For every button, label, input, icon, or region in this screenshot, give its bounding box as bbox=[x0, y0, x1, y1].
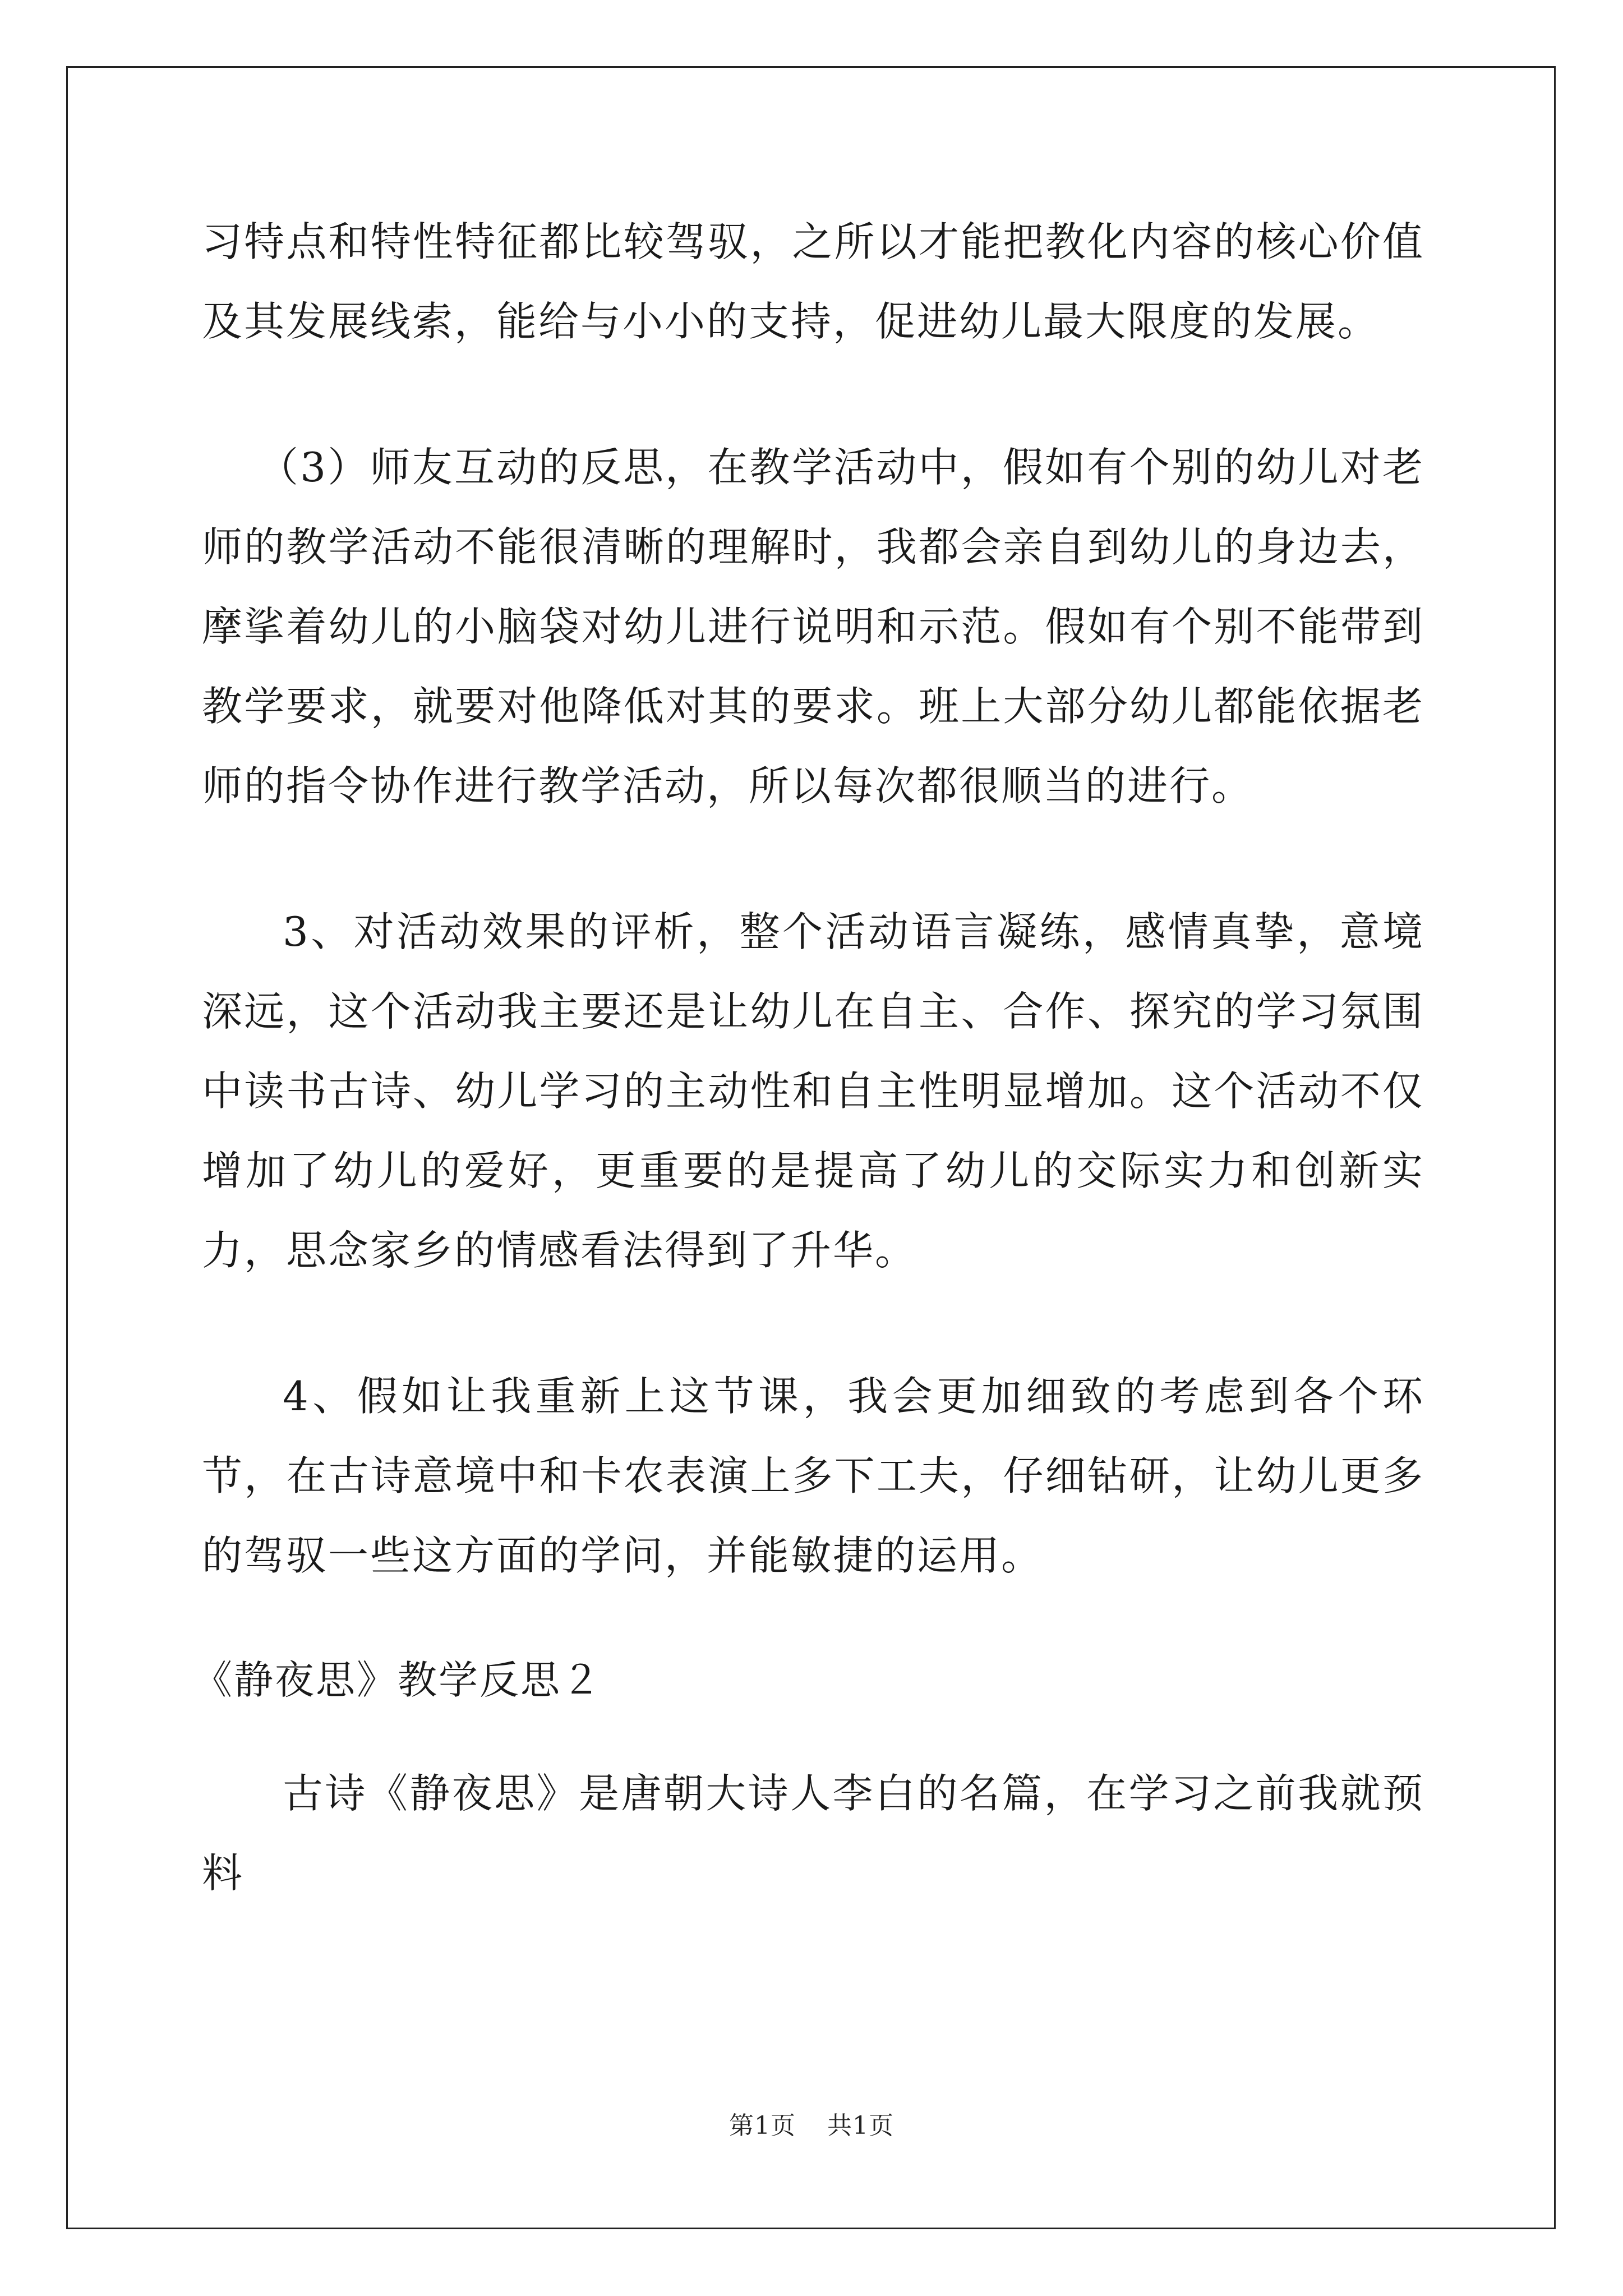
paragraph-continuation: 习特点和特性特征都比较驾驭，之所以才能把教化内容的核心价值及其发展线索，能给与小小的支持，促进幼儿最大限度的发展。 bbox=[202, 218, 1424, 345]
page-number-current: 第1页 bbox=[729, 2111, 796, 2140]
page-footer bbox=[0, 2109, 1623, 2143]
page-number-total: 共1页 bbox=[827, 2111, 894, 2140]
paragraph-relesson-plan: 4、假如让我重新上这节课，我会更加细致的考虑到各个环节，在古诗意境中和卡农表演上多下工夫，仔细钻研，让幼儿更多的驾驭一些这方面的学问，并能敏捷的运用。 bbox=[202, 1373, 1424, 1579]
paragraph-section-intro: 古诗《静夜思》是唐朝大诗人李白的名篇，在学习之前我就预料 bbox=[202, 1770, 1424, 1897]
paragraph-teacher-child-interaction: （3）师友互动的反思，在教学活动中，假如有个别的幼儿对老师的教学活动不能很清晰的理解时，我都会亲自到幼儿的身边去，摩挲着幼儿的小脑袋对幼儿进行说明和示范。假如有个别不能带到教学要求，就要对他降低对其的要求。班上大部分幼儿都能依据老师的指令协作进行教学活动，所以每次都很顺当的进行。 bbox=[202, 444, 1424, 809]
document-body bbox=[193, 202, 1424, 1913]
section-title: 《静夜思》教学反思２ bbox=[193, 1657, 602, 1703]
paragraph-activity-evaluation: 3、对活动效果的评析，整个活动语言凝练，感情真挚，意境深远，这个活动我主要还是让幼儿在自主、合作、探究的学习氛围中读书古诗、幼儿学习的主动性和自主性明显增加。这个活动不仅增加了幼儿的爱好，更重要的是提高了幼儿的交际实力和创新实力，思念家乡的情感看法得到了升华。 bbox=[202, 908, 1424, 1274]
